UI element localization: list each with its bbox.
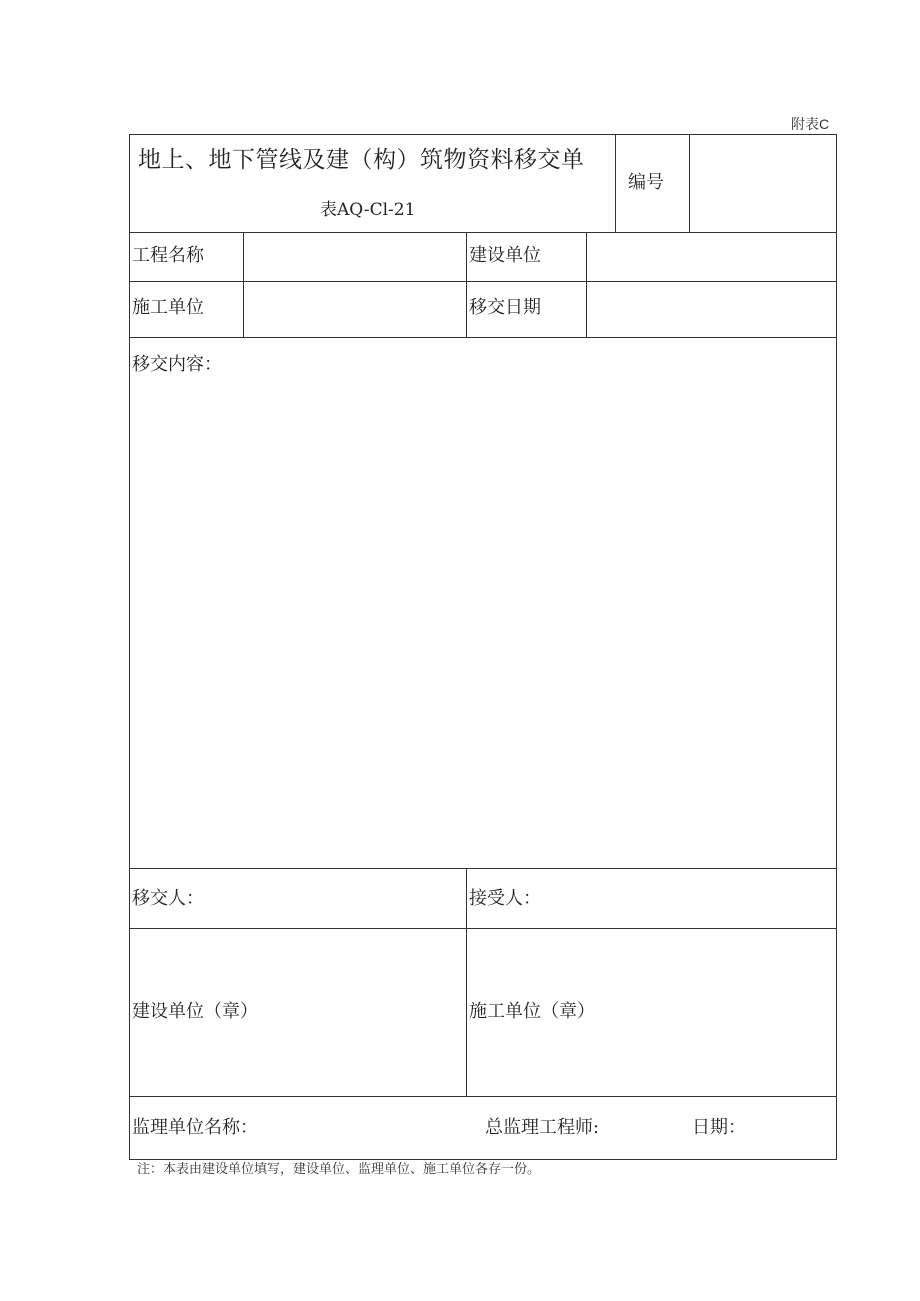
table-divider — [129, 868, 837, 869]
handover-person-label: 移交人： — [132, 888, 204, 909]
form-title: 地上、地下管线及建（构）筑物资料移交单 — [138, 147, 585, 173]
owner-unit-label: 建设单位 — [469, 245, 541, 266]
table-divider — [129, 928, 837, 929]
table-divider — [129, 281, 837, 282]
receiver-label: 接受人： — [469, 888, 541, 909]
project-name-label: 工程名称 — [132, 245, 204, 266]
table-divider — [586, 232, 587, 338]
handover-date-label: 移交日期 — [469, 297, 541, 318]
construction-seal-label: 施工单位（章） — [469, 1001, 595, 1022]
chief-supervisor-label: 总监理工程师: — [485, 1117, 600, 1138]
appendix-label: 附表C — [791, 116, 830, 132]
table-border-right — [836, 134, 837, 1160]
construction-unit-label: 施工单位 — [132, 297, 204, 318]
date-label: 日期： — [692, 1117, 746, 1138]
table-divider — [466, 232, 467, 338]
table-border-left — [129, 134, 130, 1160]
table-divider — [466, 868, 467, 1097]
table-divider — [129, 337, 837, 338]
table-divider — [129, 1096, 837, 1097]
number-label: 编号 — [628, 172, 664, 193]
table-divider — [615, 134, 616, 233]
table-border-bottom — [129, 1159, 837, 1160]
owner-seal-label: 建设单位（章） — [132, 1001, 258, 1022]
supervision-unit-label: 监理单位名称： — [132, 1117, 258, 1138]
footnote: 注：本表由建设单位填写，建设单位、监理单位、施工单位各存一份。 — [137, 1162, 541, 1177]
form-code: 表AQ-Cl-21 — [320, 200, 416, 220]
table-divider — [129, 232, 837, 233]
handover-content-label: 移交内容： — [132, 354, 222, 375]
table-divider — [243, 232, 244, 338]
table-divider — [689, 134, 690, 233]
table-border-top — [129, 134, 837, 135]
